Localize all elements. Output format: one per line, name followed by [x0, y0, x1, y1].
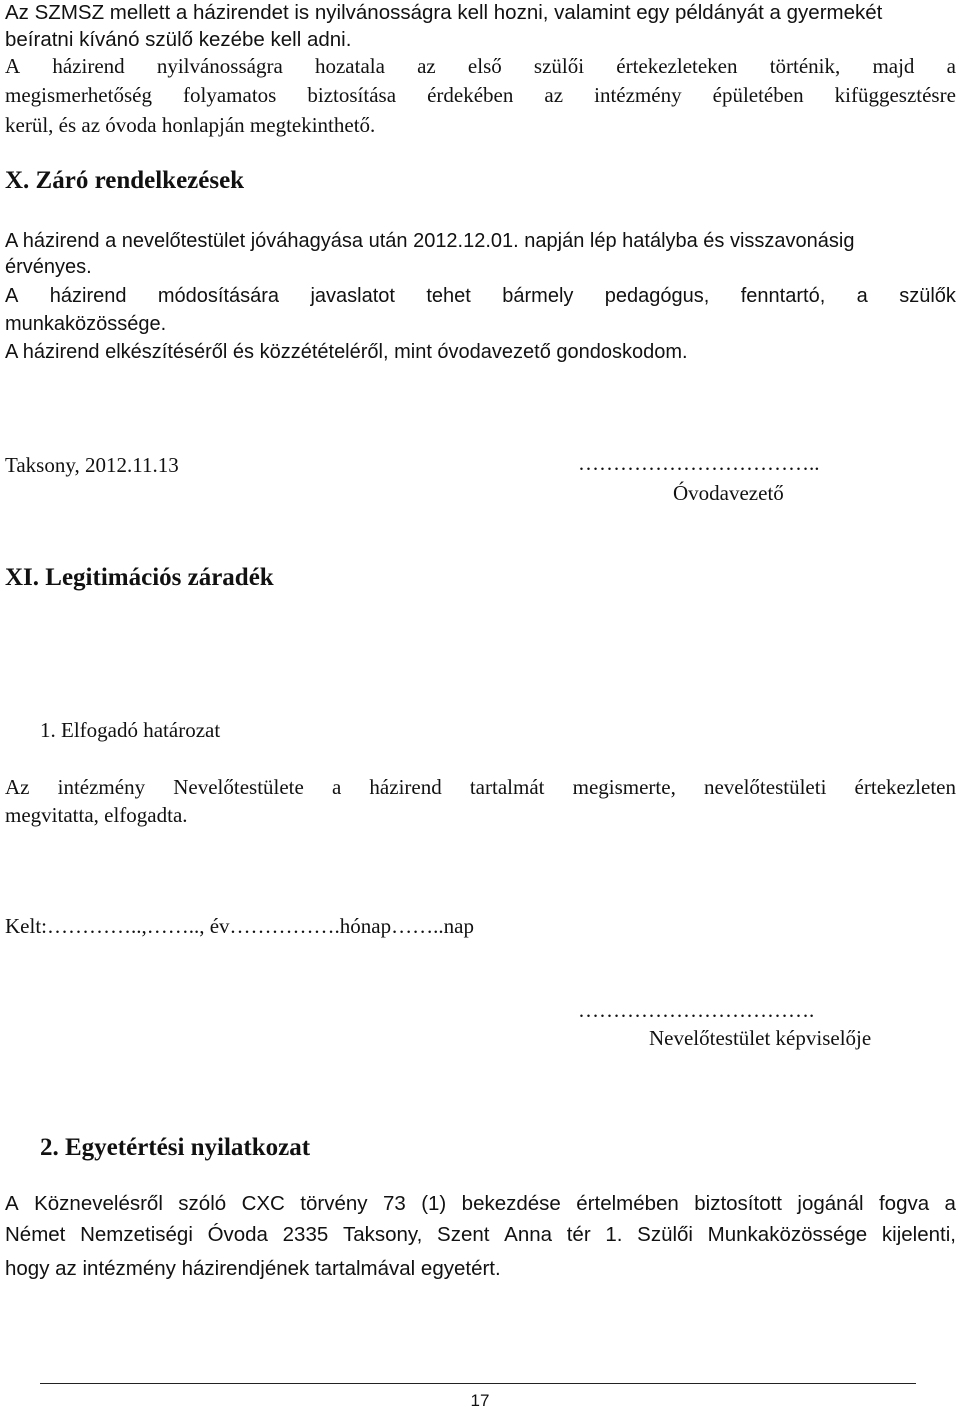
word: Német: [5, 1223, 66, 1246]
word: majd: [872, 54, 915, 78]
word: értekezleten: [854, 775, 956, 799]
word: Nemzetiségi: [80, 1223, 193, 1246]
word: 73: [382, 1192, 406, 1215]
word: 2335: [282, 1223, 329, 1246]
word: történik,: [769, 54, 841, 78]
word: bármely: [502, 285, 574, 307]
section-x-line-4: munkaközössége.: [5, 313, 167, 335]
intro-line-4: [5, 82, 956, 108]
word: megismerhetőség: [5, 83, 152, 107]
word: pedagógus,: [604, 285, 710, 307]
word: kifüggesztésre: [834, 83, 956, 107]
word: nyilvánosságra: [156, 54, 283, 78]
page-number: 17: [470, 1391, 490, 1410]
word: házirend: [52, 54, 125, 78]
word: törvény: [300, 1192, 368, 1215]
word: hozatala: [314, 54, 385, 78]
word: Az: [5, 775, 30, 799]
word: A: [5, 1192, 19, 1215]
word: házirend: [49, 285, 127, 307]
word: a: [946, 54, 956, 78]
section-x-line-1: A házirend a nevelőtestület jóváhagyása után 2012.12.01. napján lép hatályba és visszavonásig: [5, 230, 855, 252]
word: Munkaközössége: [707, 1223, 868, 1246]
section-2-title: 2. Egyetértési nyilatkozat: [40, 1134, 311, 1161]
word: szülői: [533, 54, 585, 78]
word: kijelenti,: [881, 1223, 956, 1246]
word: épületében: [712, 83, 804, 107]
signature-dots-2: …………………………….: [578, 998, 815, 1022]
signature-dots: ……………………………..: [578, 451, 820, 475]
word: Anna: [504, 1223, 553, 1246]
word: Nevelőtestülete: [173, 775, 304, 799]
intro-line-5: kerül, és az óvoda honlapján megtekinthető.: [5, 113, 376, 137]
footer-rule: [40, 1383, 916, 1384]
word: Köznevelésről: [34, 1192, 163, 1215]
word: szóló: [178, 1192, 227, 1215]
signature-role-staff: Nevelőtestület képviselője: [649, 1026, 872, 1050]
word: tartalmát: [469, 775, 545, 799]
word: biztosított: [694, 1192, 782, 1215]
word: szülők: [899, 285, 956, 307]
word: nevelőtestületi: [703, 775, 827, 799]
section-xi-text-line-2: megvitatta, elfogadta.: [5, 803, 188, 827]
section-xi-title: XI. Legitimációs záradék: [5, 564, 274, 591]
intro-line-1: Az SZMSZ mellett a házirendet is nyilvánosságra kell hozni, valamint egy példányát a gyermekét: [5, 1, 883, 24]
section-x-line-3: [5, 283, 956, 309]
section-x-line-5: A házirend elkészítéséről és közzétételéről, mint óvodavezető gondoskodom.: [5, 341, 688, 363]
section-xi-text-line-1: [5, 774, 956, 800]
word: értelmében: [576, 1192, 679, 1215]
word: bekezdése: [461, 1192, 561, 1215]
word: fogva: [878, 1192, 930, 1215]
word: tehet: [426, 285, 471, 307]
word: a: [331, 775, 342, 799]
word: A: [5, 54, 21, 78]
word: A: [5, 285, 19, 307]
section-x-line-2: érvényes.: [5, 256, 92, 278]
word: házirend: [369, 775, 442, 799]
word: módosítására: [157, 285, 280, 307]
word: érdekében: [427, 83, 514, 107]
word: jogánál: [797, 1192, 864, 1215]
section-2-line-1: [5, 1191, 956, 1217]
word: Óvoda: [207, 1223, 268, 1246]
word: értekezleteken: [616, 54, 738, 78]
section-2-line-2: [5, 1222, 956, 1248]
word: (1): [421, 1192, 447, 1215]
section-2-line-3: hogy az intézmény házirendjének tartalmával egyetért.: [5, 1257, 501, 1280]
word: Taksony,: [342, 1223, 423, 1246]
word: CXC: [241, 1192, 285, 1215]
word: az: [417, 54, 436, 78]
word: 1.: [605, 1223, 623, 1246]
date-fill-in-line: Kelt:…………..,…….., év…………….hónap……..nap: [5, 914, 474, 938]
intro-line-3: [5, 53, 956, 79]
place-and-date: Taksony, 2012.11.13: [5, 453, 179, 477]
word: Szent: [437, 1223, 490, 1246]
word: folyamatos: [183, 83, 277, 107]
word: a: [944, 1192, 956, 1215]
signature-role-director: Óvodavezető: [673, 481, 784, 505]
word: első: [467, 54, 502, 78]
word: megismerte,: [572, 775, 676, 799]
word: Szülői: [637, 1223, 693, 1246]
word: fenntartó,: [740, 285, 826, 307]
word: az: [544, 83, 564, 107]
word: biztosítása: [307, 83, 397, 107]
word: intézmény: [594, 83, 682, 107]
word: a: [856, 285, 868, 307]
word: javaslatot: [310, 285, 395, 307]
word: tér: [566, 1223, 591, 1246]
section-x-title: X. Záró rendelkezések: [5, 167, 245, 194]
word: intézmény: [57, 775, 146, 799]
section-xi-subtitle: 1. Elfogadó határozat: [40, 718, 221, 742]
intro-line-2: beíratni kívánó szülő kezébe kell adni.: [5, 28, 352, 51]
